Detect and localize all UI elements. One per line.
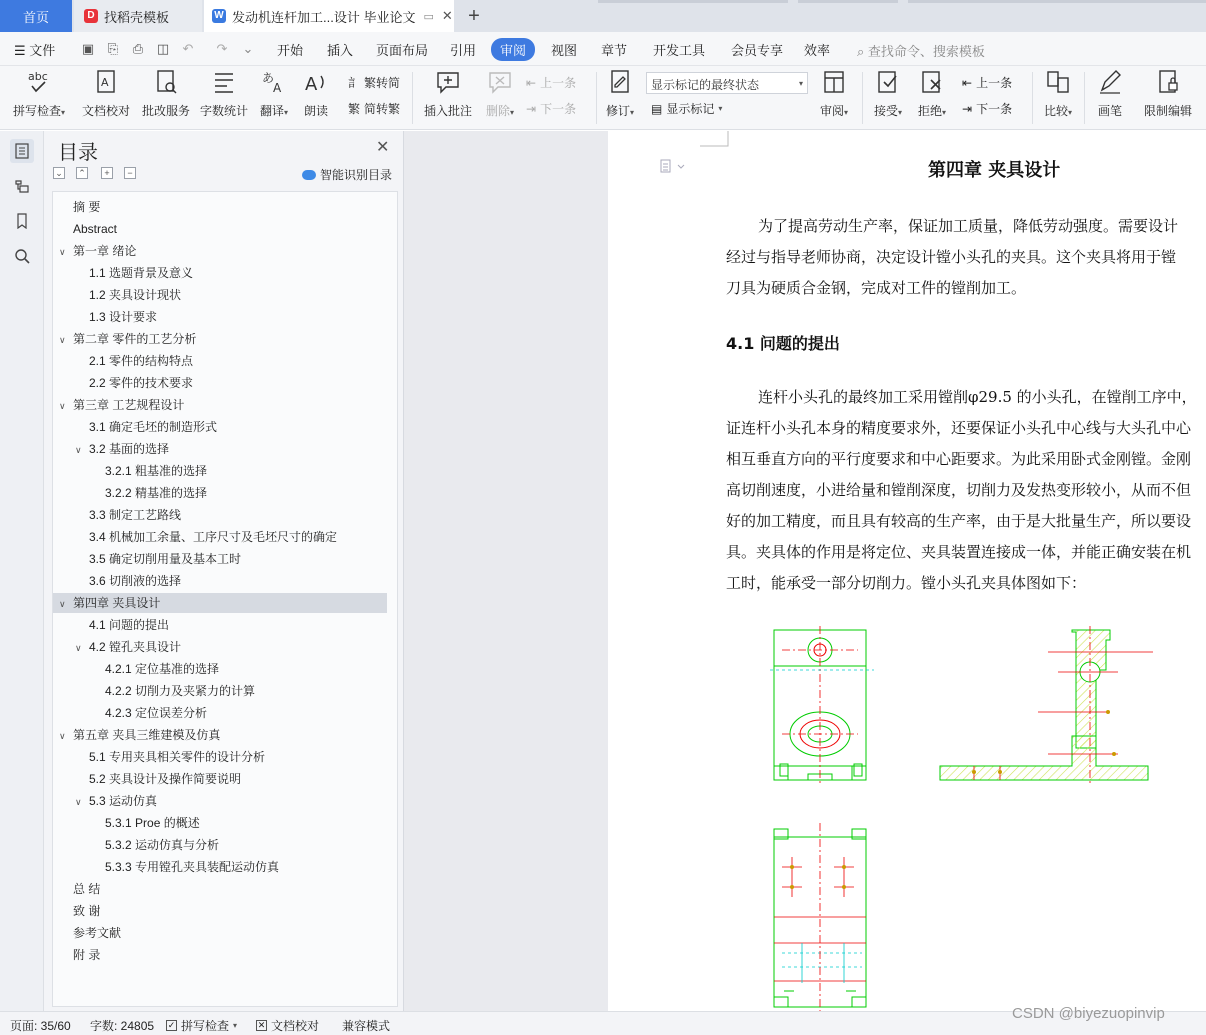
ribbon-divider	[862, 72, 863, 124]
menu-efficiency[interactable]: 效率	[804, 43, 831, 58]
toc-item[interactable]	[53, 527, 387, 547]
toc-item[interactable]	[53, 659, 387, 679]
ribbon-review	[0, 66, 1206, 130]
next-comment-button[interactable]	[526, 100, 576, 117]
prev-change-button[interactable]	[962, 74, 1012, 91]
word-count-button[interactable]	[198, 68, 250, 119]
hamburger-icon: ☰	[14, 43, 26, 58]
title-bar	[0, 0, 1206, 32]
prev-comment-icon: ⇤	[526, 75, 537, 90]
toc-item[interactable]	[53, 483, 387, 503]
doc-proof-label: 文档校对	[81, 104, 130, 118]
svg-text:abc: abc	[28, 70, 48, 83]
doc-proof-toggle[interactable]	[256, 1017, 319, 1034]
checkbox-x-icon: ✕	[257, 1020, 266, 1030]
chapter-title: 第四章 夹具设计	[928, 160, 1061, 181]
translate-button[interactable]: あ A 翻译▾	[256, 68, 292, 119]
titlebar-deco	[908, 0, 1206, 3]
tab-document-label: 发动机连杆加工...设计 毕业论文	[232, 9, 416, 25]
toc-item-label: 4.2.2 切削力及夹紧力的计算	[105, 684, 256, 698]
ribbon-divider	[412, 72, 413, 124]
toc-item[interactable]	[53, 329, 387, 349]
menu-view[interactable]: 视图	[551, 43, 578, 58]
window-icon[interactable]: ▭	[423, 10, 434, 23]
fixture-front-view-drawing	[768, 626, 878, 786]
insert-comment-button[interactable]	[422, 68, 474, 119]
spell-check-status-label: 拼写检查	[181, 1019, 230, 1033]
trad-simp-icon: 訁	[348, 76, 361, 90]
word-count-label: 字数统计	[199, 104, 248, 118]
toc-item-label: 4.1 问题的提出	[89, 618, 170, 632]
doc-proof-button[interactable]	[80, 68, 132, 119]
markup-state-select[interactable]	[646, 72, 808, 94]
delete-comment-icon	[487, 68, 513, 96]
compare-label: 比较	[1043, 104, 1068, 118]
toc-item[interactable]	[53, 923, 387, 943]
read-aloud-label: 朗读	[303, 104, 328, 118]
toc-item-label: 总 结	[73, 882, 101, 896]
simp-to-trad-button[interactable]	[348, 100, 400, 117]
toc-item-label: 第三章 工艺规程设计	[73, 398, 185, 412]
toc-item-label: 3.6 切削液的选择	[89, 574, 182, 588]
toc-item[interactable]	[53, 285, 387, 305]
toc-item[interactable]	[53, 857, 387, 877]
docer-icon: D	[84, 9, 98, 23]
track-changes-icon	[607, 68, 633, 96]
toc-item[interactable]	[53, 879, 387, 899]
markup-state-value: 显示标记的最终状态	[651, 78, 760, 92]
toc-item-label: 参考文献	[73, 926, 122, 940]
read-aloud-icon	[303, 68, 329, 96]
page-corner-mark	[700, 131, 730, 147]
next-change-label: 下一条	[976, 102, 1013, 116]
doc-proof-icon	[93, 68, 119, 96]
word-count-text: 字数: 24805	[90, 1019, 155, 1033]
tab-template[interactable]	[74, 0, 202, 32]
toc-item-label: 3.2.1 粗基准的选择	[105, 464, 208, 478]
toc-item[interactable]	[53, 241, 387, 261]
body-line: 连杆小头孔的最终加工采用镗削φ29.5 的小头孔，在镗削工序中，	[758, 388, 1197, 406]
translate-icon	[261, 68, 287, 96]
chevron-down-icon[interactable]: ∨	[59, 731, 66, 741]
file-menu[interactable]	[14, 40, 55, 59]
toc-item[interactable]	[53, 615, 387, 635]
chapter-nav-icon[interactable]	[10, 174, 34, 198]
accept-icon	[875, 68, 901, 96]
reject-button[interactable]: 拒绝▾	[914, 68, 950, 119]
tab-document[interactable]	[204, 0, 454, 32]
toc-item-label: 3.3 制定工艺路线	[89, 508, 182, 522]
toc-item[interactable]	[53, 725, 387, 745]
tab-home-label: 首页	[22, 9, 49, 25]
spell-check-button[interactable]: abc 拼写检查▾	[12, 70, 66, 118]
menu-chapter[interactable]: 章节	[601, 43, 628, 58]
toc-item-label: 摘 要	[73, 200, 101, 214]
toc-item[interactable]	[53, 791, 387, 811]
menu-developer[interactable]: 开发工具	[653, 43, 706, 58]
remove-heading-icon[interactable]: −	[124, 167, 136, 179]
menu-layout[interactable]: 页面布局	[376, 43, 429, 58]
prev-comment-button[interactable]	[526, 74, 576, 91]
document-page[interactable]	[608, 131, 1206, 1011]
chevron-down-icon[interactable]: ∨	[59, 599, 66, 609]
word-doc-icon: W	[212, 9, 226, 23]
toc-item-label: 第四章 夹具设计	[73, 596, 161, 610]
body-line: 好的加工精度，而且具有较高的生产率，由于是大批量生产，所以要设	[726, 512, 1192, 530]
toc-item-label: 第一章 绪论	[73, 244, 137, 258]
pen-icon	[1097, 68, 1123, 96]
toc-item-label: 3.2 基面的选择	[89, 442, 170, 456]
revise-service-label: 批改服务	[141, 104, 190, 118]
toc-item[interactable]	[53, 637, 387, 657]
toc-item[interactable]	[53, 703, 387, 723]
tab-template-label: 找稻壳模板	[104, 9, 170, 25]
next-change-icon: ⇥	[962, 101, 973, 116]
titlebar-deco	[798, 0, 898, 3]
toc-item[interactable]	[53, 593, 387, 613]
toc-item-label: 致 谢	[73, 904, 101, 918]
smart-toc-button[interactable]	[302, 166, 392, 183]
svg-text:A: A	[305, 74, 318, 95]
accept-button[interactable]: 接受▾	[870, 68, 906, 119]
toc-item-label: 附 录	[73, 948, 101, 962]
prev-comment-label: 上一条	[540, 76, 577, 90]
save-icon[interactable]: ▣	[81, 41, 95, 56]
restrict-edit-button[interactable]	[1140, 68, 1196, 119]
chevron-down-icon: ▾	[798, 79, 803, 88]
close-icon[interactable]: ✕	[376, 139, 390, 156]
smart-toc-label: 智能识别目录	[320, 168, 393, 182]
toc-item-label: 2.1 零件的结构特点	[89, 354, 194, 368]
body-line: 相互垂直方向的平行度要求和中心距要求。为此采用卧式金刚镗。金刚	[726, 450, 1192, 468]
body-line: 高切削速度，小进给量和镗削深度，切削力及发热变形较小，从而不但	[726, 481, 1192, 499]
section-title: 4.1 问题的提出	[726, 334, 840, 353]
page-indicator-text: 页面: 35/60	[10, 1019, 71, 1033]
chevron-down-icon[interactable]: ∨	[59, 247, 66, 257]
toc-item-label: 5.2 夹具设计及操作简要说明	[89, 772, 242, 786]
chevron-down-icon[interactable]: ∨	[59, 401, 66, 411]
toc-item[interactable]	[53, 835, 387, 855]
chevron-down-icon[interactable]: ∨	[75, 797, 82, 807]
toc-item[interactable]	[53, 571, 387, 591]
spell-check-toggle[interactable]: ✓ 拼写检查 ▾	[167, 1019, 238, 1033]
compare-button[interactable]: 比较▾	[1040, 68, 1076, 119]
toc-panel	[44, 131, 404, 1011]
read-aloud-button[interactable]	[300, 68, 332, 119]
undo-icon[interactable]: ↶	[182, 41, 194, 56]
toc-item[interactable]	[53, 373, 387, 393]
chevron-down-icon[interactable]: ∨	[75, 643, 82, 653]
menu-member[interactable]: 会员专享	[731, 43, 784, 58]
toc-item[interactable]	[53, 461, 387, 481]
document-margin	[404, 131, 608, 1011]
checkbox-checked-icon: ✓	[167, 1020, 176, 1030]
bookmark-icon[interactable]	[10, 209, 34, 233]
revise-service-icon	[153, 68, 179, 96]
collapse-all-icon[interactable]: ⌄	[53, 167, 65, 179]
ai-icon	[302, 170, 316, 180]
compat-mode-indicator	[342, 1017, 390, 1034]
toc-item-label: Abstract	[73, 222, 118, 236]
page-indicator[interactable]	[10, 1017, 71, 1034]
review-pane-button[interactable]: 审阅▾	[816, 68, 852, 119]
close-tab-icon[interactable]: ✕	[441, 8, 453, 23]
track-changes-button[interactable]: 修订▾	[602, 68, 638, 119]
command-search[interactable]	[857, 41, 985, 60]
simp-to-trad-label: 简转繁	[364, 102, 401, 116]
print-icon[interactable]: ⎙	[132, 41, 144, 56]
menu-reference[interactable]: 引用	[450, 43, 477, 58]
track-changes-label: 修订	[605, 104, 630, 118]
toc-title: 目录	[58, 142, 98, 164]
ribbon-divider	[1084, 72, 1085, 124]
toc-item-label: 1.2 夹具设计现状	[89, 288, 182, 302]
delete-comment-button[interactable]: 删除▾	[482, 68, 518, 119]
svg-text:あ: あ	[262, 71, 275, 85]
file-menu-label: 文件	[29, 43, 56, 58]
svg-text:A: A	[273, 81, 282, 95]
intro-line: 刀具为硬质合金钢，完成对工件的镗削加工。	[726, 279, 1027, 297]
add-heading-icon[interactable]: +	[101, 167, 113, 179]
review-label: 审阅	[819, 104, 844, 118]
simp-trad-icon: 繁	[348, 102, 361, 116]
spell-check-label: 拼写检查	[12, 104, 61, 118]
toc-item[interactable]	[53, 307, 387, 327]
export-icon[interactable]: ⎘	[107, 41, 119, 56]
paragraph-marker-icon[interactable]	[658, 159, 688, 175]
menu-insert[interactable]: 插入	[327, 43, 354, 58]
menu-bar	[0, 32, 1206, 66]
more-icon[interactable]: ⌄	[242, 41, 254, 56]
insert-comment-label: 插入批注	[423, 104, 472, 118]
review-pane-icon	[821, 68, 847, 96]
compare-icon	[1045, 68, 1071, 96]
show-markup-icon: ▤	[651, 101, 663, 116]
find-icon[interactable]	[10, 244, 34, 268]
trad-to-simp-label: 繁转简	[364, 76, 401, 90]
toc-item[interactable]	[53, 263, 387, 283]
redo-icon[interactable]: ↷	[216, 41, 228, 56]
toc-item-label: 5.3.2 运动仿真与分析	[105, 838, 220, 852]
trad-to-simp-button[interactable]	[348, 74, 400, 91]
toc-item[interactable]	[53, 395, 387, 415]
expand-level-icon[interactable]: ⌃	[76, 167, 88, 179]
command-search-placeholder: 查找命令、搜索模板	[867, 44, 985, 59]
intro-line: 经过与指导老师协商，决定设计镗小头孔的夹具。这个夹具将用于镗	[726, 248, 1177, 266]
toc-item-label: 3.4 机械加工余量、工序尺寸及毛坯尺寸的确定	[89, 530, 338, 544]
toc-item-label: 4.2 镗孔夹具设计	[89, 640, 182, 654]
toc-item-label: 4.2.3 定位误差分析	[105, 706, 208, 720]
next-comment-icon: ⇥	[526, 101, 537, 116]
restrict-edit-icon	[1155, 68, 1181, 96]
ribbon-divider	[1032, 72, 1033, 124]
show-markup-button[interactable]: ▤ 显示标记 ▾	[651, 101, 723, 116]
plus-icon: +	[468, 4, 480, 27]
tab-home[interactable]	[0, 0, 72, 32]
toc-item[interactable]	[53, 945, 387, 965]
toc-item[interactable]	[53, 351, 387, 371]
prev-change-label: 上一条	[976, 76, 1013, 90]
toc-item-label: 3.2.2 精基准的选择	[105, 486, 208, 500]
toc-item-label: 5.1 专用夹具相关零件的设计分析	[89, 750, 266, 764]
toc-item[interactable]	[53, 505, 387, 525]
toc-icon[interactable]	[10, 139, 34, 163]
intro-line: 为了提高劳动生产率，保证加工质量，降低劳动强度。需要设计	[758, 217, 1179, 235]
ribbon-divider	[596, 72, 597, 124]
pen-label: 画笔	[1097, 104, 1122, 118]
toc-item-label: 4.2.1 定位基准的选择	[105, 662, 220, 676]
accept-label: 接受	[873, 104, 898, 118]
pen-button[interactable]	[1092, 68, 1128, 119]
toc-item[interactable]	[53, 197, 387, 217]
toc-item[interactable]	[53, 219, 387, 239]
doc-proof-status-label: 文档校对	[271, 1019, 320, 1033]
body-line: 工时，能承受一部分切削力。镗小头孔夹具体图如下：	[726, 574, 1087, 592]
watermark: CSDN @biyezuopinvip	[1012, 1005, 1165, 1022]
chevron-down-icon[interactable]: ∨	[75, 445, 82, 455]
toc-item-label: 第二章 零件的工艺分析	[73, 332, 197, 346]
comment-icon	[435, 68, 461, 96]
body-line: 具。夹具体的作用是将定位、夹具装置连接成一体，并能正确安装在机	[726, 543, 1192, 561]
toc-item[interactable]	[53, 417, 387, 437]
search-icon: ⌕	[857, 44, 865, 59]
preview-icon[interactable]: ◫	[156, 41, 170, 56]
prev-change-icon: ⇤	[962, 75, 973, 90]
body-line: 证连杆小头孔本身的精度要求外，还要保证小头孔中心线与大头孔中心	[726, 419, 1192, 437]
side-nav-strip	[0, 131, 44, 1011]
menu-start[interactable]: 开始	[277, 43, 304, 58]
new-tab-button[interactable]	[462, 0, 486, 32]
toc-item[interactable]	[53, 901, 387, 921]
word-count-icon	[211, 68, 237, 96]
toc-list	[52, 191, 398, 1007]
toc-item-label: 第五章 夹具三维建模及仿真	[73, 728, 221, 742]
toc-item[interactable]	[53, 769, 387, 789]
toc-item-label: 5.3.3 专用镗孔夹具装配运动仿真	[105, 860, 280, 874]
fixture-top-view-drawing	[768, 823, 878, 1011]
toc-item[interactable]	[53, 439, 387, 459]
fixture-side-section-drawing	[938, 626, 1153, 786]
revise-service-button[interactable]	[140, 68, 192, 119]
toc-item[interactable]	[53, 747, 387, 767]
show-markup-label: 显示标记	[666, 102, 715, 116]
next-comment-label: 下一条	[540, 102, 577, 116]
toc-item[interactable]	[53, 813, 387, 833]
chevron-down-icon[interactable]: ∨	[59, 335, 66, 345]
toc-item-label: 3.5 确定切削用量及基本工时	[89, 552, 242, 566]
word-count-indicator[interactable]	[90, 1017, 154, 1034]
toc-item-label: 5.3.1 Proe 的概述	[105, 816, 200, 830]
toc-item-label: 1.3 设计要求	[89, 310, 158, 324]
toc-item-label: 3.1 确定毛坯的制造形式	[89, 420, 218, 434]
translate-label: 翻译	[259, 104, 284, 118]
reject-label: 拒绝	[917, 104, 942, 118]
toc-item-label: 2.2 零件的技术要求	[89, 376, 194, 390]
delete-label: 删除	[485, 104, 510, 118]
menu-review[interactable]: 审阅	[491, 38, 535, 61]
toc-item[interactable]	[53, 681, 387, 701]
reject-icon	[919, 68, 945, 96]
spell-check-icon	[26, 68, 52, 96]
toc-item[interactable]	[53, 549, 387, 569]
restrict-edit-label: 限制编辑	[1143, 104, 1192, 118]
compat-mode-text: 兼容模式	[342, 1019, 391, 1033]
toc-item-label: 5.3 运动仿真	[89, 794, 158, 808]
toc-item-label: 1.1 选题背景及意义	[89, 266, 194, 280]
next-change-button[interactable]	[962, 100, 1012, 117]
titlebar-deco	[598, 0, 788, 3]
svg-text:A: A	[101, 76, 109, 89]
